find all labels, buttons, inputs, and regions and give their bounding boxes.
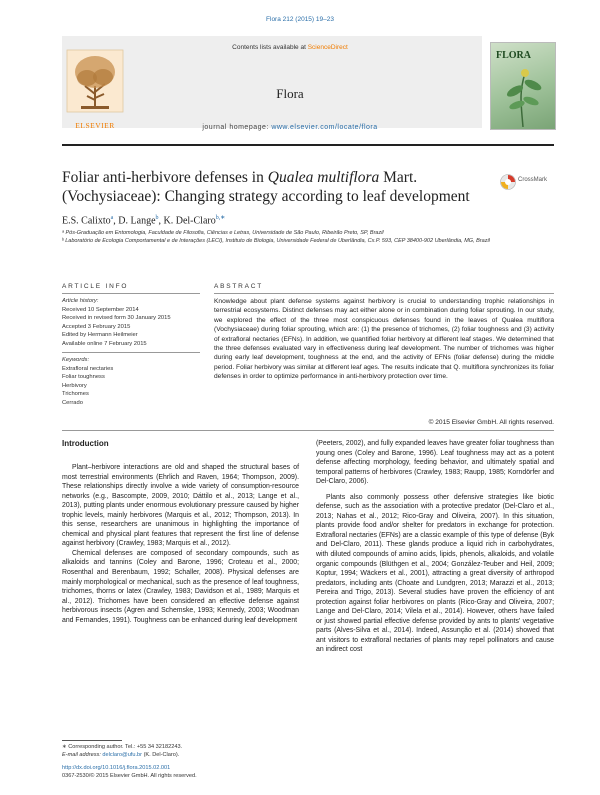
history-item: Edited by Hermann Heilmeier — [62, 332, 138, 339]
author-name: D. Lange — [118, 215, 156, 227]
email-link[interactable]: delclaro@ufu.br — [102, 752, 142, 758]
history-item: Available online 7 February 2015 — [62, 340, 147, 347]
article-history — [62, 297, 202, 349]
article-info-heading: ARTICLE INFO — [62, 283, 129, 290]
crossmark-badge[interactable] — [500, 172, 552, 192]
abstract-rule — [214, 293, 554, 294]
crossmark-icon — [500, 174, 516, 190]
history-item: Received in revised form 30 January 2015 — [62, 315, 171, 322]
email-note — [62, 752, 302, 760]
intro-paragraph: Plants also commonly possess other defensive strategies like biotic defense, such as the association with a protective predator (Del-Claro et al., 2013; Nahas et al., 2012; Rico-Gray and Oliveira, 2007). In this situation, plants provide food and/or shelter for predators in exchange for protection. Extrafloral nectaries (EFNs) are a classic example of this type of defense (Byk and Del-Claro, 2011). These glands produce a liquid rich in carbohydrates, with diluted compounds of amino acids, lipids, phenols, alkaloids, and volatile organic compounds (Blüthgen et al., 2004; González-Teuber and Heil, 2009; Koptur, 1994; Wäckers et al., 2001), attracting a great diversity of arthropod predators, including ants (Choate and Lundgren, 2013; Marazzi et al., 2013; Pereira and Trigo, 2013). Several studies have proven the efficiency of ant protection against foliar herbivores on plants (Rico-Gray and Oliveira, 2007; Lange and Del-Claro, 2014; Vilela et al., 2014). However, others have failed or just showed partial effective defense provided by ants to plants' vegetative parts (Alves-Silva et al., 2014). Indeed, Assunção et al. (2014) showed that ant visitors to extrafloral nectaries of plants may repel pollinators and cause an indirect cost — [316, 493, 554, 654]
author-affil-marker[interactable]: a — [110, 215, 114, 221]
title-species: Qualea multiflora — [267, 169, 380, 186]
homepage-prefix: journal homepage: — [202, 124, 269, 131]
introduction-heading: Introduction — [62, 439, 109, 448]
corresponding-author-note: ∗ Corresponding author. Tel.: +55 34 32182243. — [62, 744, 183, 750]
cover-title: FLORA — [496, 50, 531, 61]
journal-citation[interactable]: Flora 212 (2015) 19–23 — [266, 16, 334, 23]
abstract-end-rule — [62, 430, 554, 431]
keyword-item: Herbivory — [62, 382, 87, 389]
history-item: Received 10 September 2014 — [62, 306, 139, 313]
footnote-rule — [62, 740, 122, 741]
homepage-link[interactable]: www.elsevier.com/locate/flora — [271, 124, 378, 131]
keywords-label: Keywords: — [62, 357, 90, 363]
history-label: Article history: — [62, 298, 99, 304]
sciencedirect-link[interactable]: ScienceDirect — [307, 44, 348, 51]
issn-line: 0367-2530/© 2015 Elsevier GmbH. All rights reserved. — [62, 773, 197, 779]
author-affil-marker[interactable]: b — [155, 215, 159, 221]
journal-title: Flora — [276, 86, 304, 101]
email-label: E-mail address: — [62, 752, 101, 758]
affiliation-a: ᵃ Pós-Graduação em Entomologia, Faculdade de Filosofia, Ciências e Letras, Universidade de São Paulo, Ribeirão Preto, SP, Brazil — [62, 230, 384, 236]
intro-left-column — [62, 463, 299, 625]
author-separator: , — [113, 215, 119, 227]
keyword-item: Trichomes — [62, 391, 89, 398]
title-part-2: Mart. (Vochysiaceae): Changing strategy according to leaf development — [62, 169, 470, 205]
intro-paragraph: Chemical defenses are composed of secondary compounds, such as alkaloids and tannins (Coley and Barone, 1996; Croteau et al., 2000; Rosenthal and Berenbaum, 1992; Schaller, 2008). Physical defenses are mainly morphological or mechanical, such as the presence of leaf toughness, trichomes, thorns or latex (Crawley, 1983; Davidson et al., 1989; Marquis et al., 2012). Trichomes have been considered an effective defense against herbivorous insects (Agren and Schemske, 1993; Kennedy, 2003; Woodman and Fernandes, 1991). Toughness can be enhanced during leaf development — [62, 549, 299, 624]
elsevier-tree-logo — [65, 48, 125, 118]
keyword-item: Foliar toughness — [62, 374, 105, 381]
abstract-copyright: © 2015 Elsevier GmbH. All rights reserved. — [428, 419, 554, 426]
author-list — [62, 214, 225, 226]
journal-homepage-line — [140, 124, 440, 131]
intro-paragraph: Plant–herbivore interactions are old and shaped the structural bases of most terrestrial environments (Ehrlich and Raven, 1964; Thompson, 2009). These relationships directly involve a wide variety of consumption-resource networks (e.g., Bascompte, 2009, 2010; Dáttilo et al., 2013; Lange et al., 2013), putting plants under enormous evolutionary pressure caused by higher trophic levels, mainly herbivores (Marquis et al., 2012; Thompson, 2013). In this sense, researchers are unanimous in highlighting the importance of chemical and physical plant features that represent the first line of defense against herbivory (Crawley, 1983; Marquis et al., 2012). — [62, 464, 299, 548]
email-suffix: (K. Del-Claro). — [143, 752, 180, 758]
abstract-heading: ABSTRACT — [214, 283, 264, 290]
author-name: K. Del-Claro — [163, 215, 216, 227]
doi-text[interactable]: http://dx.doi.org/10.1016/j.flora.2015.02.001 — [62, 765, 171, 771]
title-part-1: Foliar anti-herbivore defenses in — [62, 169, 264, 186]
article-title — [62, 168, 482, 206]
intro-right-column — [316, 439, 554, 655]
contents-list-line — [140, 44, 440, 51]
abstract-text: Knowledge about plant defense systems against herbivory is crucial to understanding trophic relationships in terrestrial ecosystems. Distinct defenses may act either alone or in combination during foliar sprouting. In our study, we explored the effect of the three most conspicuous defenses found in the leaves of Qualea multiflora (Vochysiaceae) during foliar sprouting, which are: (1) the presence of trichomes, (2) foliar toughness and (3) activity of extrafloral nectaries (EFNs). In addition, we quantified foliar herbivory at different leaf stages. We determined that the three defenses evaluated vary in effectiveness during leaf development. The number of trichomes was higher during early leaf development, toughness at the end, and the activity of EFNs (foliar defense) during the middle period. Foliar herbivory was similar at different leaf ages. The results indicate that Q. multiflora synchronizes its foliar defenses in order to optimize performance in anti-herbivory protection over time. — [214, 298, 554, 381]
doi-link[interactable] — [62, 765, 302, 773]
keywords-rule — [62, 352, 200, 353]
contents-prefix: Contents lists available at — [232, 44, 306, 51]
affiliation-b: ᵇ Laboratório de Ecologia Comportamental e de Interações (LECI), Instituto de Biologia, Universidade Federal de Uberlândia, Cx.P. 593, CEP 38400-902 Uberlândia, MG, Brazil — [62, 238, 490, 244]
author-affil-marker[interactable]: b,∗ — [215, 215, 226, 221]
author-name: E.S. Calixto — [62, 215, 111, 227]
author-separator: , — [158, 215, 164, 227]
header-rule — [62, 144, 554, 146]
crossmark-label: CrossMark — [518, 177, 548, 183]
intro-paragraph: (Peeters, 2002), and fully expanded leaves have greater foliar toughness than young ones (Coley and Barone, 1996). Leaf toughness may act as a potent defense affecting morphology, feeding behavior, and ultimately spatial and temporal patterns of herbivores (Crawley, 1983; Raupp, 1985; Korndörfer and Del-Claro, 2006). — [316, 440, 554, 486]
article-info-rule — [62, 293, 200, 294]
publisher-name: ELSEVIER — [75, 121, 115, 130]
keyword-item: Extrafloral nectaries — [62, 365, 114, 372]
history-item: Accepted 3 February 2015 — [62, 323, 131, 330]
keywords-block — [62, 356, 202, 408]
keyword-item: Cerrado — [62, 399, 83, 406]
